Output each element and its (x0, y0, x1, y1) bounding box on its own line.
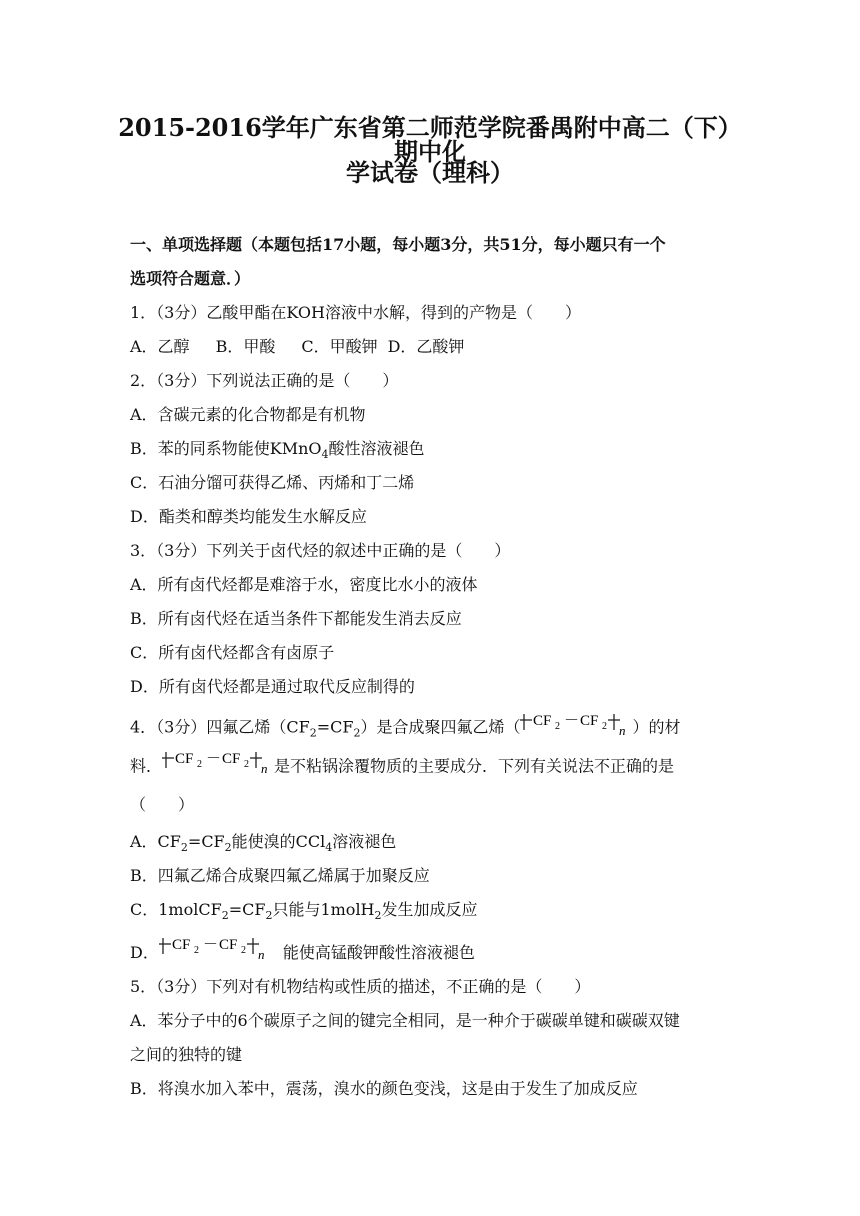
polymer-sub: 2 (555, 721, 561, 732)
polymer-cf2: CF (222, 751, 241, 767)
question-4-stem-line1 (130, 713, 730, 740)
subscript: 4 (321, 448, 329, 462)
question-1-option-b: B．甲酸 (215, 337, 276, 356)
section-heading-line1: 一、单项选择题（本题包括17小题，每小题3分，共51分，每小题只有一个 (130, 235, 666, 254)
option-text: 能使高锰酸钾酸性溶液褪色 (282, 943, 475, 962)
option-text: 酸性溶液褪色 (328, 439, 425, 458)
option-text: B．苯的同系物能使KMnO (130, 439, 322, 458)
polymer-cf2: CF (580, 713, 599, 729)
exam-title-line2: 学试卷（理科） (346, 158, 514, 187)
polymer-sub: 2 (240, 944, 246, 956)
subscript: 4 (325, 841, 333, 855)
polymer-cf2: CF (218, 936, 238, 953)
question-2-option-b (130, 441, 425, 460)
stem-text: ）是合成聚四氟乙烯（ (360, 717, 521, 737)
question-3-option-d: D．所有卤代烃都是通过取代反应制得的 (130, 677, 415, 696)
option-text: 能使溴的CCl (231, 832, 326, 851)
polymer-cf2: CF (175, 751, 194, 767)
polymer-n: n (619, 723, 626, 738)
polymer-formula-image (520, 708, 632, 738)
polymer-dash: － (202, 936, 218, 953)
stem-text: 是不粘锅涂覆物质的主要成分．下列有关说法不正确的是 (274, 756, 675, 776)
polymer-cf2: CF (533, 713, 552, 729)
question-3-option-a: A．所有卤代烃都是难溶于水，密度比水小的液体 (130, 575, 478, 594)
subscript: 2 (221, 909, 229, 923)
question-1-option-d: D．乙酸钾 (387, 337, 465, 356)
question-4-option-d (130, 936, 475, 962)
polymer-sub: 2 (244, 759, 250, 770)
option-text: =CF (228, 900, 266, 919)
polymer-sub: 2 (197, 759, 203, 770)
question-4-option-b: B．四氟乙烯合成聚四氟乙烯属于加聚反应 (130, 866, 430, 885)
question-5-stem: 5．（3分）下列对有机物结构或性质的描述，不正确的是（ ） (130, 977, 591, 996)
question-3-option-c: C．所有卤代烃都含有卤原子 (130, 643, 335, 662)
question-3-stem: 3．（3分）下列关于卤代烃的叙述中正确的是（ ） (130, 541, 511, 560)
stem-text: =CF (316, 717, 354, 737)
stem-text: ）的材 (632, 717, 681, 737)
subscript: 2 (265, 909, 273, 923)
section-heading-line2: 选项符合题意．） (130, 269, 251, 288)
option-text: D． (130, 943, 159, 962)
polymer-dash: － (564, 713, 580, 729)
subscript: 2 (224, 841, 232, 855)
question-2-option-d: D．酯类和醇类均能发生水解反应 (130, 507, 367, 526)
question-1-option-c: C．甲酸钾 (301, 337, 378, 356)
option-text: 只能与1molH (272, 900, 375, 919)
question-2-option-c: C．石油分馏可获得乙烯、丙烯和丁二烯 (130, 473, 415, 492)
question-3-option-b: B．所有卤代烃在适当条件下都能发生消去反应 (130, 609, 462, 628)
stem-text: 料． (130, 756, 163, 776)
question-4-stem-line2 (130, 751, 675, 776)
polymer-sub: 2 (193, 944, 199, 956)
option-text: A．CF (130, 832, 181, 851)
subscript: 2 (309, 726, 317, 740)
question-5-option-a-line1: A．苯分子中的6个碳原子之间的键完全相同，是一种介于碳碳单键和碳碳双键 (130, 1011, 680, 1030)
polymer-dash: － (206, 751, 222, 767)
question-5-option-a-line2: 之间的独特的键 (130, 1045, 243, 1064)
question-4-stem-line3: （ ） (130, 795, 195, 814)
question-1-stem: 1．（3分）乙酸甲酯在KOH溶液中水解，得到的产物是（ ） (130, 303, 581, 322)
question-1-options (130, 339, 464, 355)
subscript: 2 (353, 726, 361, 740)
question-5-option-b: B．将溴水加入苯中，震荡，溴水的颜色变浅，这是由于发生了加成反应 (130, 1079, 638, 1098)
question-1-option-a: A．乙醇 (130, 337, 190, 356)
polymer-sub: 2 (602, 721, 608, 732)
exam-title-line1: 2015-2016学年广东省第二师范学院番禺附中高二（下）期中化 (118, 113, 742, 166)
option-text: =CF (187, 832, 225, 851)
subscript: 2 (374, 909, 382, 923)
option-text: C．1molCF (130, 900, 222, 919)
polymer-n: n (261, 761, 268, 776)
stem-text: 4．（3分）四氟乙烯（CF (130, 717, 310, 737)
question-4-option-a (130, 834, 396, 853)
polymer-formula-image (162, 746, 274, 776)
question-2-stem: 2．（3分）下列说法正确的是（ ） (130, 371, 399, 390)
option-text: 溶液褪色 (332, 832, 397, 851)
polymer-n: n (257, 946, 265, 962)
polymer-cf2: CF (171, 936, 191, 953)
question-4-option-c (130, 902, 478, 921)
subscript: 2 (180, 841, 188, 855)
question-2-option-a: A．含碳元素的化合物都是有机物 (130, 405, 366, 424)
option-text: 发生加成反应 (381, 900, 478, 919)
polymer-formula-image (159, 932, 271, 962)
